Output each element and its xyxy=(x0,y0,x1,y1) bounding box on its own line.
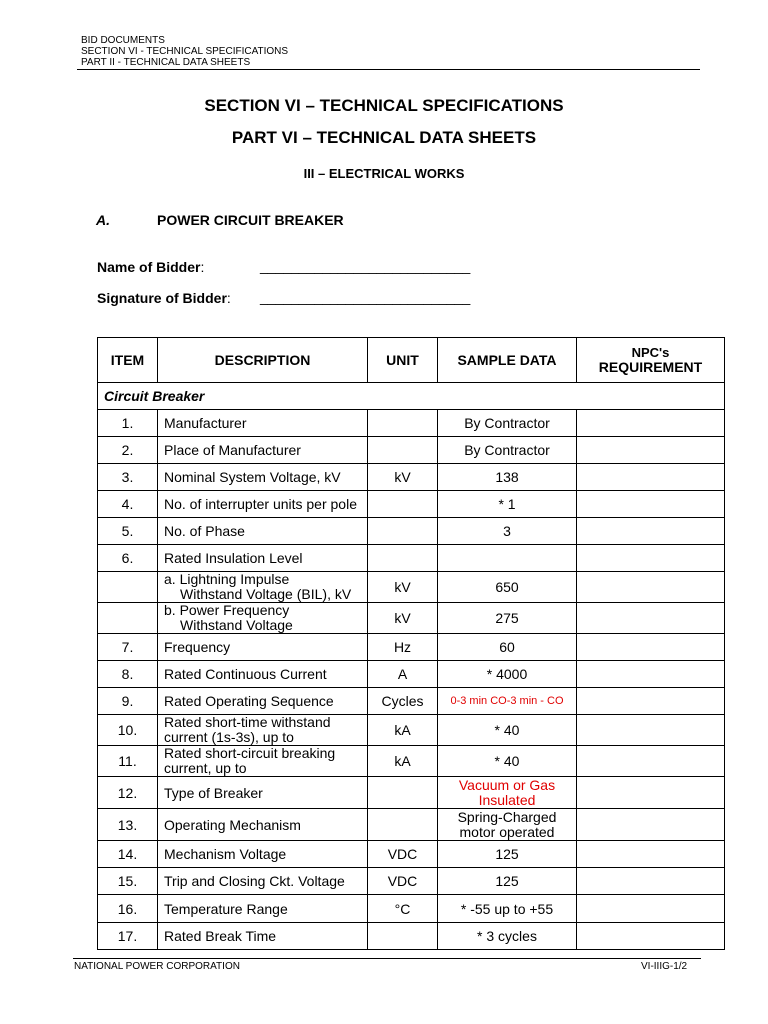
header-line-2: SECTION VI - TECHNICAL SPECIFICATIONS xyxy=(81,46,289,57)
bidder-signature-field[interactable]: ___________________________ xyxy=(260,289,471,305)
table-row: 17. Rated Break Time * 3 cycles xyxy=(98,923,725,950)
footer-page-number: VI-IIIG-1/2 xyxy=(641,961,688,972)
col-header-unit: UNIT xyxy=(368,338,438,383)
col-header-requirement: NPC's REQUIREMENT xyxy=(577,338,725,383)
header-line-3: PART II - TECHNICAL DATA SHEETS xyxy=(81,57,251,68)
footer-left: NATIONAL POWER CORPORATION xyxy=(74,961,240,972)
table-row: 14. Mechanism Voltage VDC 125 xyxy=(98,841,725,868)
header-rule xyxy=(77,69,700,70)
technical-data-table xyxy=(97,337,725,950)
col-header-sample: SAMPLE DATA xyxy=(438,338,577,383)
requirement-cell[interactable] xyxy=(577,661,725,688)
requirement-cell[interactable] xyxy=(577,491,725,518)
part-title: PART VI – TECHNICAL DATA SHEETS xyxy=(231,128,537,147)
table-row: a. Lightning Impulse Withstand Voltage (BIL), kV kV 650 xyxy=(98,572,725,603)
requirement-cell[interactable] xyxy=(577,603,725,634)
requirement-cell[interactable] xyxy=(577,688,725,715)
document-header xyxy=(81,35,288,68)
table-row: 15. Trip and Closing Ckt. Voltage VDC 125 xyxy=(98,868,725,895)
section-title: SECTION VI – TECHNICAL SPECIFICATIONS xyxy=(204,96,564,115)
requirement-cell[interactable] xyxy=(577,634,725,661)
col-header-description: DESCRIPTION xyxy=(158,338,368,383)
requirement-cell[interactable] xyxy=(577,518,725,545)
bidder-name-label: Name of Bidder: xyxy=(97,259,205,275)
table-row: 5. No. of Phase 3 xyxy=(98,518,725,545)
header-line-1: BID DOCUMENTS xyxy=(81,35,165,46)
table-row: 13. Operating Mechanism Spring-Charged motor operated xyxy=(98,809,725,841)
table-row: 12. Type of Breaker Vacuum or Gas Insulated xyxy=(98,777,725,809)
table-row: 1. Manufacturer By Contractor xyxy=(98,410,725,437)
requirement-cell[interactable] xyxy=(577,746,725,777)
bidder-signature-label: Signature of Bidder: xyxy=(97,290,231,306)
requirement-cell[interactable] xyxy=(577,868,725,895)
table-header-row xyxy=(98,338,725,383)
requirement-cell[interactable] xyxy=(577,572,725,603)
group-row: Circuit Breaker xyxy=(98,383,725,410)
requirement-cell[interactable] xyxy=(577,437,725,464)
table-row: 7. Frequency Hz 60 xyxy=(98,634,725,661)
subsection-letter: A. xyxy=(96,212,110,228)
table-row: 9. Rated Operating Sequence Cycles 0-3 min CO-3 min - CO xyxy=(98,688,725,715)
requirement-cell[interactable] xyxy=(577,895,725,923)
requirement-cell[interactable] xyxy=(577,923,725,950)
requirement-cell[interactable] xyxy=(577,809,725,841)
table-row: 3. Nominal System Voltage, kV kV 138 xyxy=(98,464,725,491)
sub-title: III – ELECTRICAL WORKS xyxy=(303,166,465,181)
col-header-item: ITEM xyxy=(98,338,158,383)
footer-rule xyxy=(73,958,701,959)
table-row: 4. No. of interrupter units per pole * 1 xyxy=(98,491,725,518)
table-row: 16. Temperature Range °C * -55 up to +55 xyxy=(98,895,725,923)
requirement-cell[interactable] xyxy=(577,841,725,868)
table-row: 6. Rated Insulation Level xyxy=(98,545,725,572)
requirement-cell[interactable] xyxy=(577,777,725,809)
table-row: 11. Rated short-circuit breaking current, up to kA * 40 xyxy=(98,746,725,777)
requirement-cell[interactable] xyxy=(577,464,725,491)
table-row: 10. Rated short-time withstand current (1s-3s), up to kA * 40 xyxy=(98,715,725,746)
requirement-cell[interactable] xyxy=(577,715,725,746)
table-row: b. Power Frequency Withstand Voltage kV 275 xyxy=(98,603,725,634)
requirement-cell[interactable] xyxy=(577,410,725,437)
table-row: 8. Rated Continuous Current A * 4000 xyxy=(98,661,725,688)
bidder-name-field[interactable]: ___________________________ xyxy=(260,258,471,274)
requirement-cell[interactable] xyxy=(577,545,725,572)
subsection-title: POWER CIRCUIT BREAKER xyxy=(157,212,344,228)
table-row: 2. Place of Manufacturer By Contractor xyxy=(98,437,725,464)
